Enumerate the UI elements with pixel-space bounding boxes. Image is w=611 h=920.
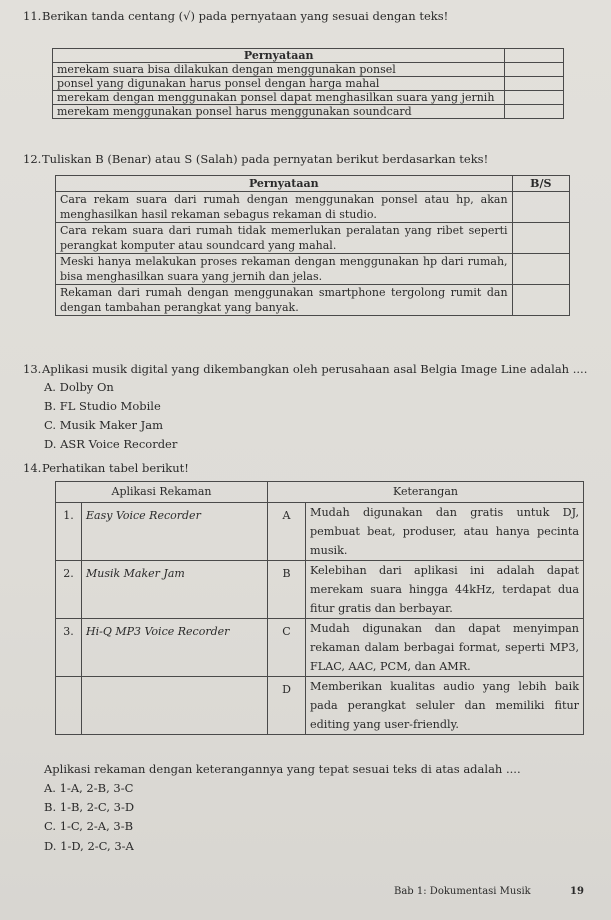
q12-bs-header: B/S (512, 176, 569, 192)
q14-header-app: Aplikasi Rekaman (56, 482, 268, 503)
table-row (56, 503, 584, 561)
q12-table (55, 175, 570, 316)
q12-row-3-answer[interactable] (512, 254, 569, 285)
q14-desc-a-text: Mudah digunakan dan gratis untuk DJ, pembuat beat, produser, atau hanya pecinta musik. (306, 503, 584, 561)
q13-option-a[interactable]: A. Dolby On (44, 380, 114, 394)
q14-app-empty-name (82, 677, 268, 735)
q11-row-1-check[interactable] (505, 63, 564, 77)
q14-desc-a-letter: A (268, 503, 306, 561)
q14-desc-c-letter: C (268, 619, 306, 677)
q14-desc-d-text: Memberikan kualitas audio yang lebih baik pada perangkat seluler dan memiliki fitur editing yang user-friendly. (306, 677, 584, 735)
q12-row-4-text: Rekaman dari rumah dengan menggunakan smartphone tergolong rumit dan dengan tambahan perangkat yang banyak. (56, 285, 513, 316)
q11-row-4-text: merekam menggunakan ponsel harus menggunakan soundcard (53, 105, 505, 119)
q14-table (55, 481, 584, 735)
q14-number: 14. (23, 461, 42, 475)
q14-app-1-number: 1. (56, 503, 82, 561)
q13-option-b[interactable]: B. FL Studio Mobile (44, 399, 161, 413)
table-row (53, 63, 564, 77)
q11-header: Pernyataan (53, 49, 505, 63)
table-row (56, 619, 584, 677)
q14-desc-c-text: Mudah digunakan dan dapat menyimpan rekaman dalam berbagai format, seperti MP3, FLAC, AAC, PCM, dan AMR. (306, 619, 584, 677)
table-row (56, 561, 584, 619)
footer-chapter: Bab 1: Dokumentasi Musik (394, 886, 531, 897)
q11-row-3-check[interactable] (505, 91, 564, 105)
q11-check-header (505, 49, 564, 63)
q12-row-2-text: Cara rekam suara dari rumah tidak memerlukan peralatan yang ribet seperti perangkat komputer atau soundcard yang mahal. (56, 223, 513, 254)
q11-row-2-text: ponsel yang digunakan harus ponsel dengan harga mahal (53, 77, 505, 91)
q14-option-c[interactable]: C. 1-C, 2-A, 3-B (44, 819, 134, 833)
q14-desc-d-letter: D (268, 677, 306, 735)
q12-prompt: Tuliskan B (Benar) atau S (Salah) pada pernyatan berikut berdasarkan teks! (42, 152, 489, 166)
q14-question: Aplikasi rekaman dengan keterangannya yang tepat sesuai teks di atas adalah .... (44, 762, 521, 776)
q11-row-1-text: merekam suara bisa dilakukan dengan menggunakan ponsel (53, 63, 505, 77)
q13-number: 13. (23, 362, 42, 376)
q14-desc-b-letter: B (268, 561, 306, 619)
q12-row-4-answer[interactable] (512, 285, 569, 316)
q14-app-empty-number (56, 677, 82, 735)
q14-app-2-name: Musik Maker Jam (82, 561, 268, 619)
q14-option-b[interactable]: B. 1-B, 2-C, 3-D (44, 800, 135, 814)
q14-option-d[interactable]: D. 1-D, 2-C, 3-A (44, 839, 134, 853)
table-row (53, 77, 564, 91)
table-row (56, 285, 570, 316)
table-row (53, 105, 564, 119)
q12-row-1-text: Cara rekam suara dari rumah dengan menggunakan ponsel atau hp, akan menghasilkan hasil rekaman sebagus rekaman di studio. (56, 192, 513, 223)
q12-row-3-text: Meski hanya melakukan proses rekaman dengan menggunakan hp dari rumah, bisa menghasilkan suara yang jernih dan jelas. (56, 254, 513, 285)
q12-row-1-answer[interactable] (512, 192, 569, 223)
q14-prompt: Perhatikan tabel berikut! (42, 461, 189, 475)
footer-page-number: 19 (570, 886, 584, 897)
q11-table (52, 48, 564, 119)
q14-app-3-name: Hi-Q MP3 Voice Recorder (82, 619, 268, 677)
table-row (56, 192, 570, 223)
table-row (53, 91, 564, 105)
q11-prompt: Berikan tanda centang (√) pada pernyataan yang sesuai dengan teks! (42, 9, 449, 23)
q11-row-4-check[interactable] (505, 105, 564, 119)
table-row (56, 223, 570, 254)
q12-header: Pernyataan (56, 176, 513, 192)
q14-option-a[interactable]: A. 1-A, 2-B, 3-C (44, 781, 134, 795)
q11-row-2-check[interactable] (505, 77, 564, 91)
q14-desc-b-text: Kelebihan dari aplikasi ini adalah dapat merekam suara hingga 44kHz, terdapat dua fitur gratis dan berbayar. (306, 561, 584, 619)
table-row (56, 677, 584, 735)
q13-prompt: Aplikasi musik digital yang dikembangkan oleh perusahaan asal Belgia Image Line adalah .... (42, 362, 588, 376)
q14-header-desc: Keterangan (268, 482, 584, 503)
q14-app-1-name: Easy Voice Recorder (82, 503, 268, 561)
q13-option-d[interactable]: D. ASR Voice Recorder (44, 437, 178, 451)
q14-app-2-number: 2. (56, 561, 82, 619)
q13-option-c[interactable]: C. Musik Maker Jam (44, 418, 164, 432)
q12-number: 12. (23, 152, 42, 166)
q14-app-3-number: 3. (56, 619, 82, 677)
table-row (56, 254, 570, 285)
q12-row-2-answer[interactable] (512, 223, 569, 254)
q11-number: 11. (23, 9, 42, 23)
q11-row-3-text: merekam dengan menggunakan ponsel dapat menghasilkan suara yang jernih (53, 91, 505, 105)
